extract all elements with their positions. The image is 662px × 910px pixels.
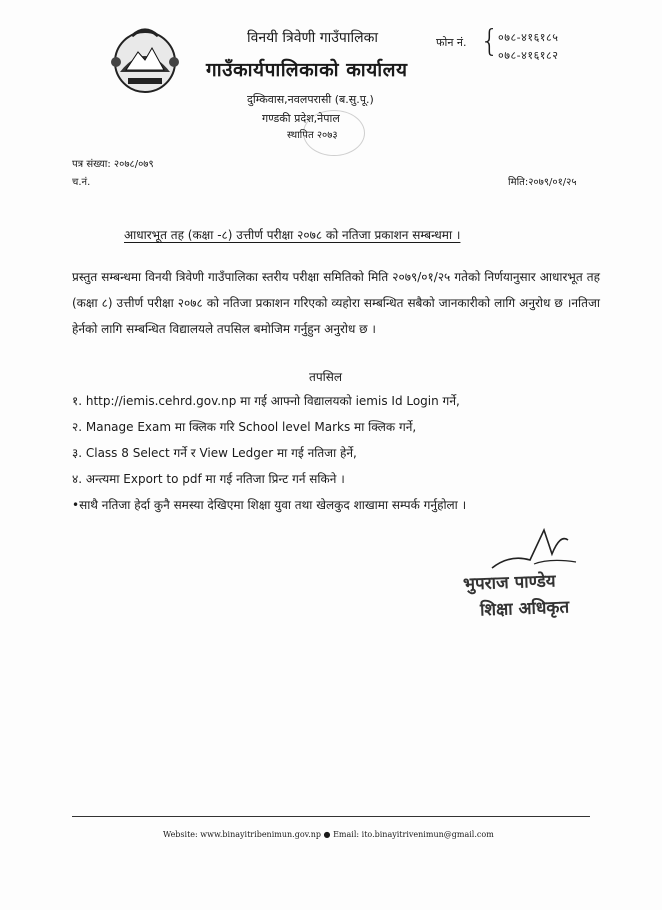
office-name: विनयी त्रिवेणी गाउँपालिका: [247, 30, 378, 46]
phone-number-1: ०७८-४१६१८५: [498, 31, 559, 44]
body-paragraph: प्रस्तुत सम्बन्धमा विनयी त्रिवेणी गाउँपालिका स्तरीय परीक्षा समितिको मिति २०७९/०१/२५ गतेको निर्णयानुसार आधारभूत तह (कक्षा ८) उत्तीर्ण परीक्षा २०७८ को नतिजा प्रकाशन गरिएको व्यहोरा सम्बन्धित सबैको जानकारीको लागि अनुरोध छ ।नतिजा हेर्नको लागि सम्बन्धित विद्यालयले तपसिल बमोजिम गर्नुहुन अनुरोध छ ।: [72, 270, 600, 336]
brace-icon: {: [480, 24, 500, 59]
signatory-name: भुपराज पाण्डेय: [462, 571, 556, 595]
note-item: •साथै नतिजा हेर्दा कुनै समस्या देखिएमा शिक्षा युवा तथा खेलकुद शाखामा सम्पर्क गर्नुहोला ।: [72, 498, 467, 512]
footer-contact: Website: www.binayitribenimun.gov.np ● Email: ito.binayitrivenimun@gmail.com: [163, 830, 494, 839]
address-line-1: दुम्किवास,नवलपरासी (ब.सु.पू.): [247, 93, 374, 106]
phone-number-2: ०७८-४१६१८२: [498, 49, 559, 62]
dispatch-number: च.नं.: [72, 177, 91, 188]
letter-date: मिति:२०७९/०१/२५: [508, 177, 577, 188]
address-line-2: गण्डकी प्रदेश,नेपाल: [262, 112, 340, 125]
signature-scribble-icon: [490, 524, 580, 574]
signatory-title: शिक्षा अधिकृत: [479, 597, 570, 621]
main-title: गाउँकार्यपालिकाको कार्यालय: [206, 59, 408, 81]
subject-line: आधारभूत तह (कक्षा -८) उत्तीर्ण परीक्षा २०७८ को नतिजा प्रकाशन सम्बन्धमा ।: [124, 228, 461, 242]
phone-label: फोन नं.: [436, 36, 467, 49]
step-item-1: १. http://iemis.cehrd.gov.np मा गई आफ्नो विद्यालयको iemis Id Login गर्ने,: [72, 394, 460, 408]
nepal-emblem-icon: [108, 22, 182, 96]
address-line-3: स्थापित २०७३: [287, 130, 338, 141]
step-item-4: ४. अन्त्यमा Export to pdf मा गई नतिजा प्रिन्ट गर्न सकिने ।: [72, 472, 345, 486]
step-item-3: ३. Class 8 Select गर्ने र View Ledger मा गई नतिजा हेर्ने,: [72, 446, 357, 460]
details-heading: तपसिल: [309, 370, 343, 384]
step-item-2: २. Manage Exam मा क्लिक गरि School level Marks मा क्लिक गर्ने,: [72, 420, 417, 434]
reference-number: पत्र संख्या: २०७८/०७९: [72, 159, 154, 170]
footer-divider: [72, 816, 590, 817]
